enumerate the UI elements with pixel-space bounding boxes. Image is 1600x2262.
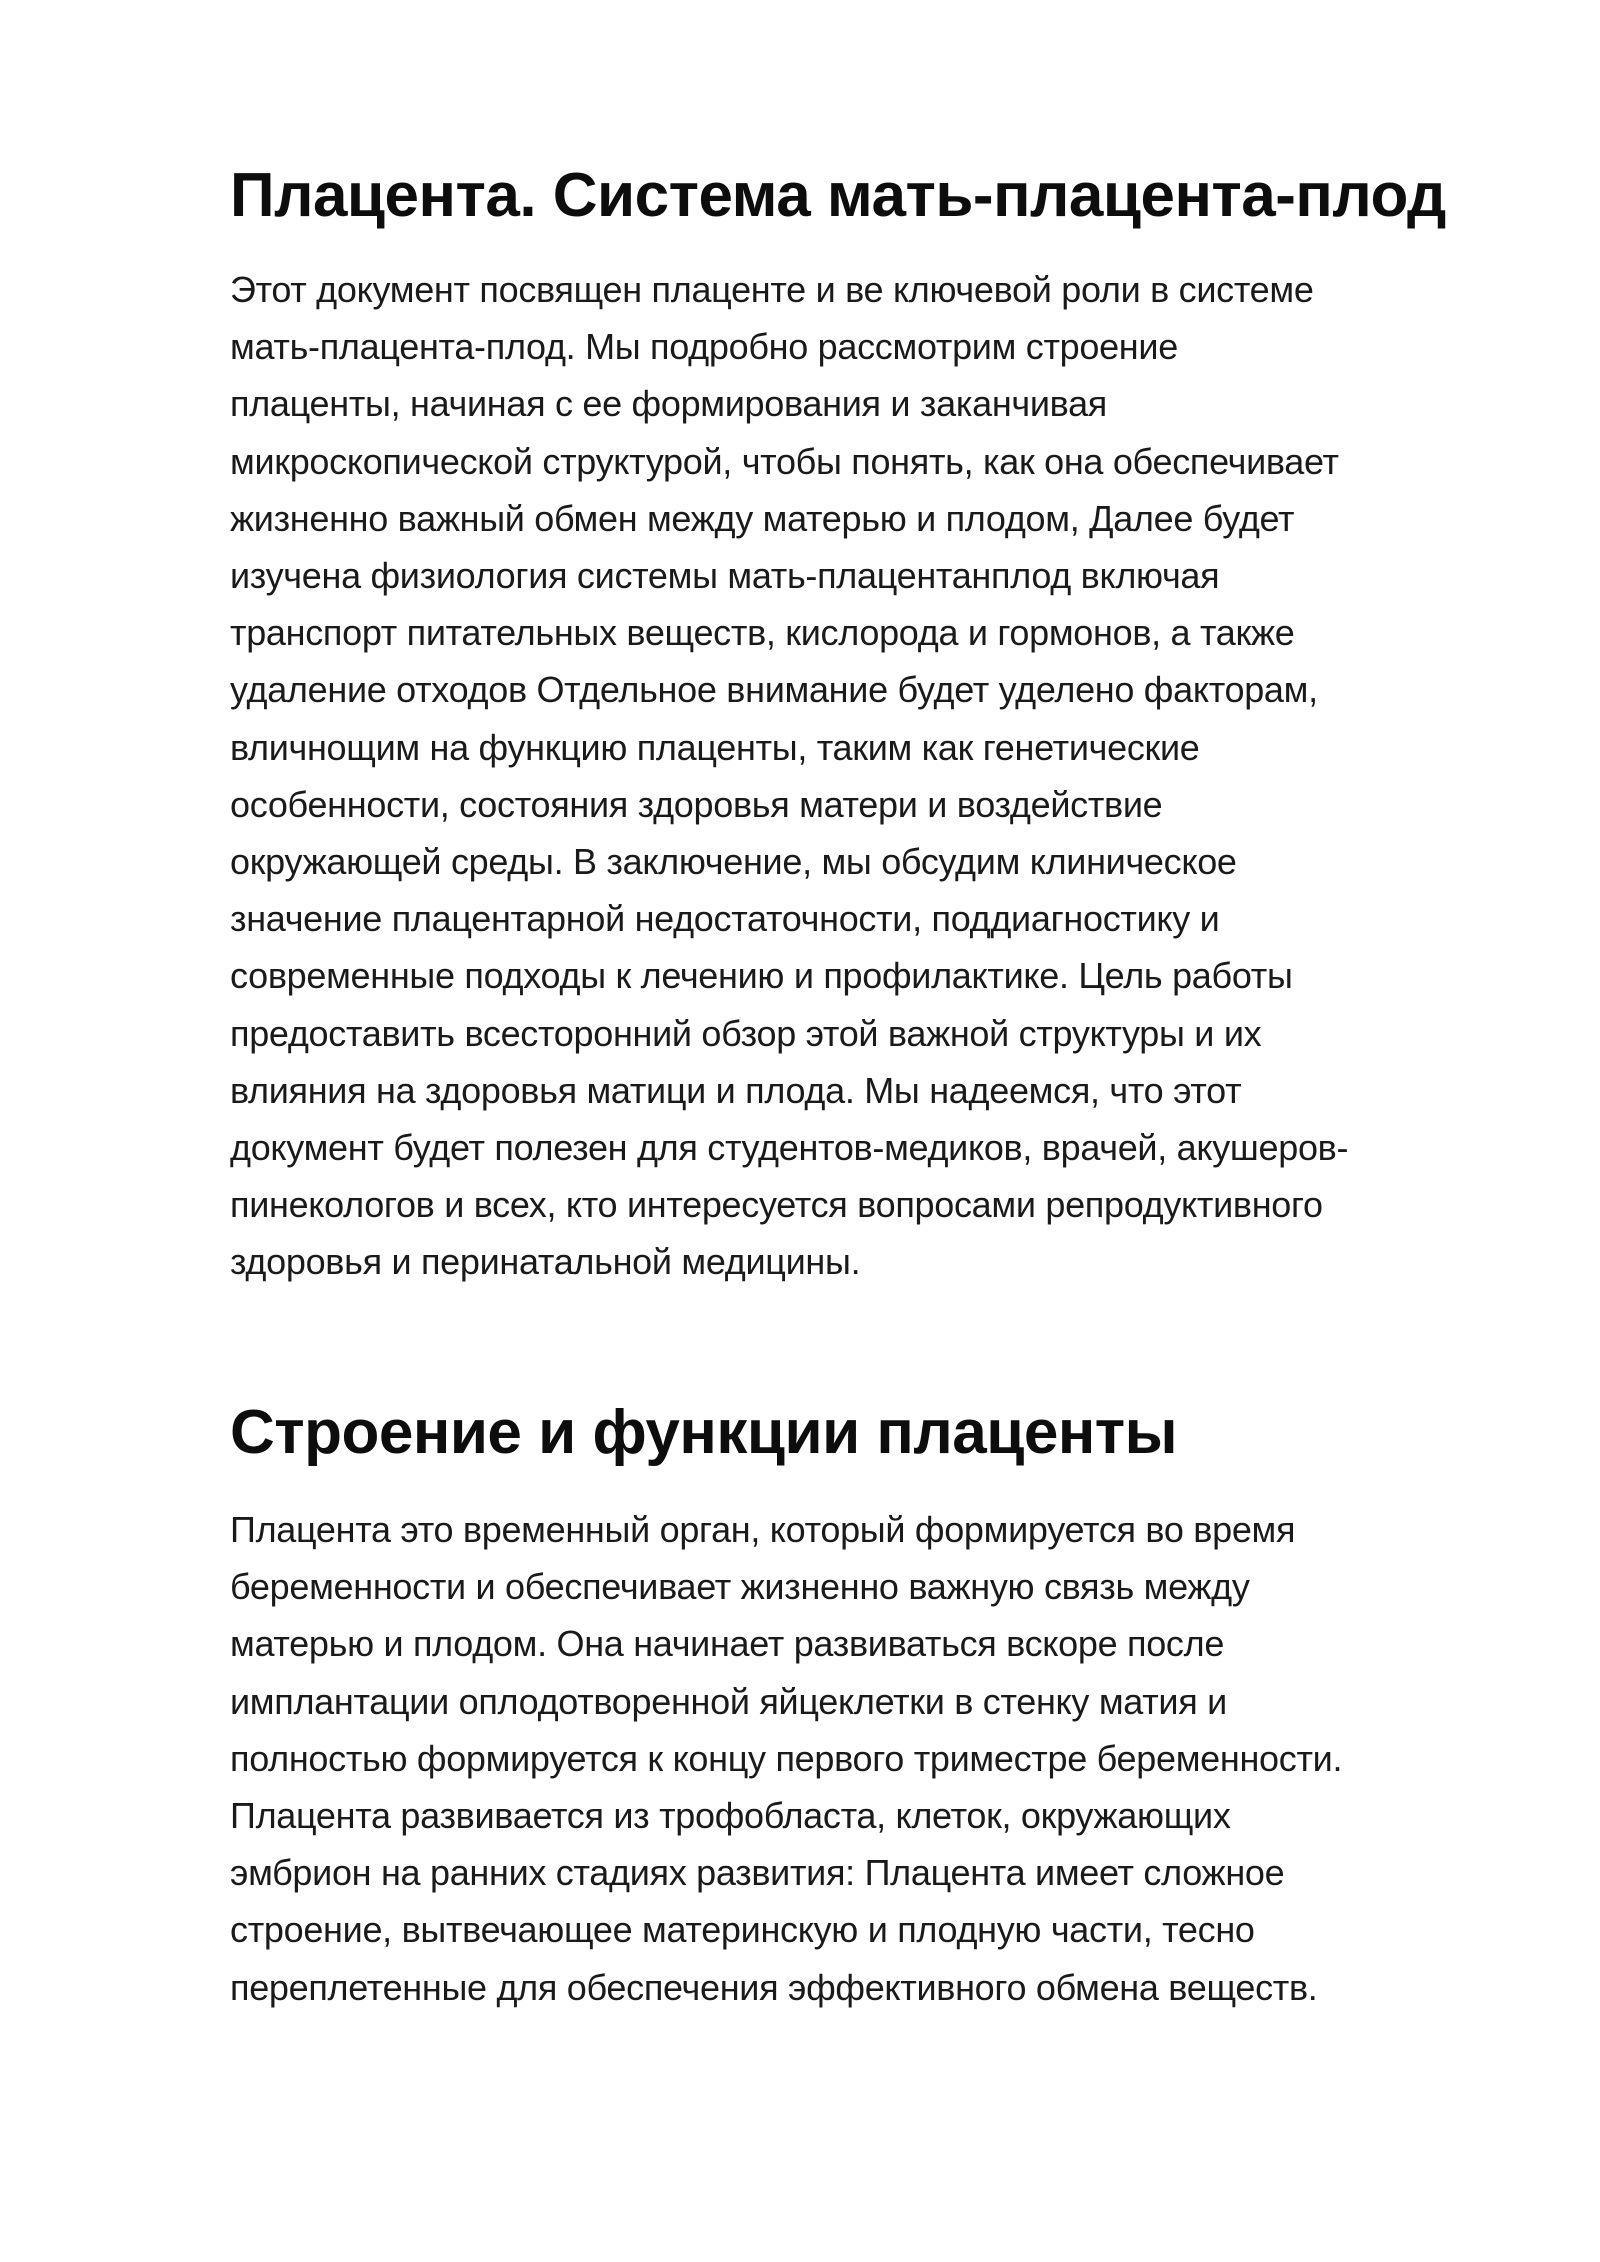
text-line: пинекологов и всех, кто интересуется вопросами репродуктивного xyxy=(230,1184,1323,1226)
text-line: жизненно важный обмен между матерью и плодом, Далее будет xyxy=(230,497,1295,539)
text-line: транспорт питательных веществ, кислорода и гормонов, а также xyxy=(230,612,1295,654)
text-line: матерью и плодом. Она начинает развиваться вскоре после xyxy=(230,1623,1225,1665)
text-line: здоровья и перинатальной медицины. xyxy=(230,1241,861,1283)
text-line: Плацента это временный орган, который формируется во время xyxy=(230,1509,1296,1550)
text-line: удаление отходов Отдельное внимание будет уделено факторам, xyxy=(230,669,1318,711)
text-line: изучена физиология системы мать-плацентанплод включая xyxy=(230,555,1220,597)
text-line: значение плацентарной недостаточности, поддиагностику и xyxy=(230,898,1220,940)
text-line: Плацента развивается из трофобласта, клеток, окружающих xyxy=(230,1795,1231,1837)
text-line: микроскопической структурой, чтобы понять, как она обеспечивает xyxy=(230,440,1339,482)
text-line: вличнощим на функцию плаценты, таким как генетические xyxy=(230,726,1200,768)
section-heading: Строение и функции плаценты xyxy=(230,1398,1178,1467)
page-title: Плацента. Система мать-плацента-плод xyxy=(230,161,1446,230)
text-line: переплетенные для обеспечения эффективного обмена веществ. xyxy=(230,1966,1318,2008)
structure-section xyxy=(230,1395,1520,2016)
text-line: строение, вытвечающее материнскую и плодную части, тесно xyxy=(230,1909,1255,1951)
text-line: особенности, состояния здоровья матери и воздействие xyxy=(230,783,1163,825)
text-line: полностью формируется к концу первого триместре беременности. xyxy=(230,1737,1343,1779)
text-line: документ будет полезен для студентов-медиков, врачей, акушеров- xyxy=(230,1127,1349,1169)
text-line: беременности и обеспечивает жизненно важную связь между xyxy=(230,1566,1250,1608)
text-line: предоставить всесторонний обзор этой важной структуры и их xyxy=(230,1012,1262,1054)
text-line: Этот документ посвящен плаценте и ве ключевой роли в системе xyxy=(230,269,1314,310)
text-line: эмбрион на ранних стадиях развития: Плацента имеет сложное xyxy=(230,1852,1285,1894)
text-line: влияния на здоровья матици и плода. Мы надеемся, что этот xyxy=(230,1069,1242,1111)
structure-paragraph xyxy=(230,1501,1520,2016)
text-line: плаценты, начиная с ее формирования и заканчивая xyxy=(230,383,1108,425)
text-line: окружающей среды. В заключение, мы обсудим клиническое xyxy=(230,841,1237,883)
text-line: имплантации оплодотворенной яйцеклетки в стенку матия и xyxy=(230,1680,1227,1722)
intro-paragraph xyxy=(230,261,1520,1291)
intro-section xyxy=(230,158,1520,1291)
text-line: современные подходы к лечению и профилактике. Цель работы xyxy=(230,955,1293,997)
text-line: мать-плацента-плод. Мы подробно рассмотрим строение xyxy=(230,326,1178,368)
